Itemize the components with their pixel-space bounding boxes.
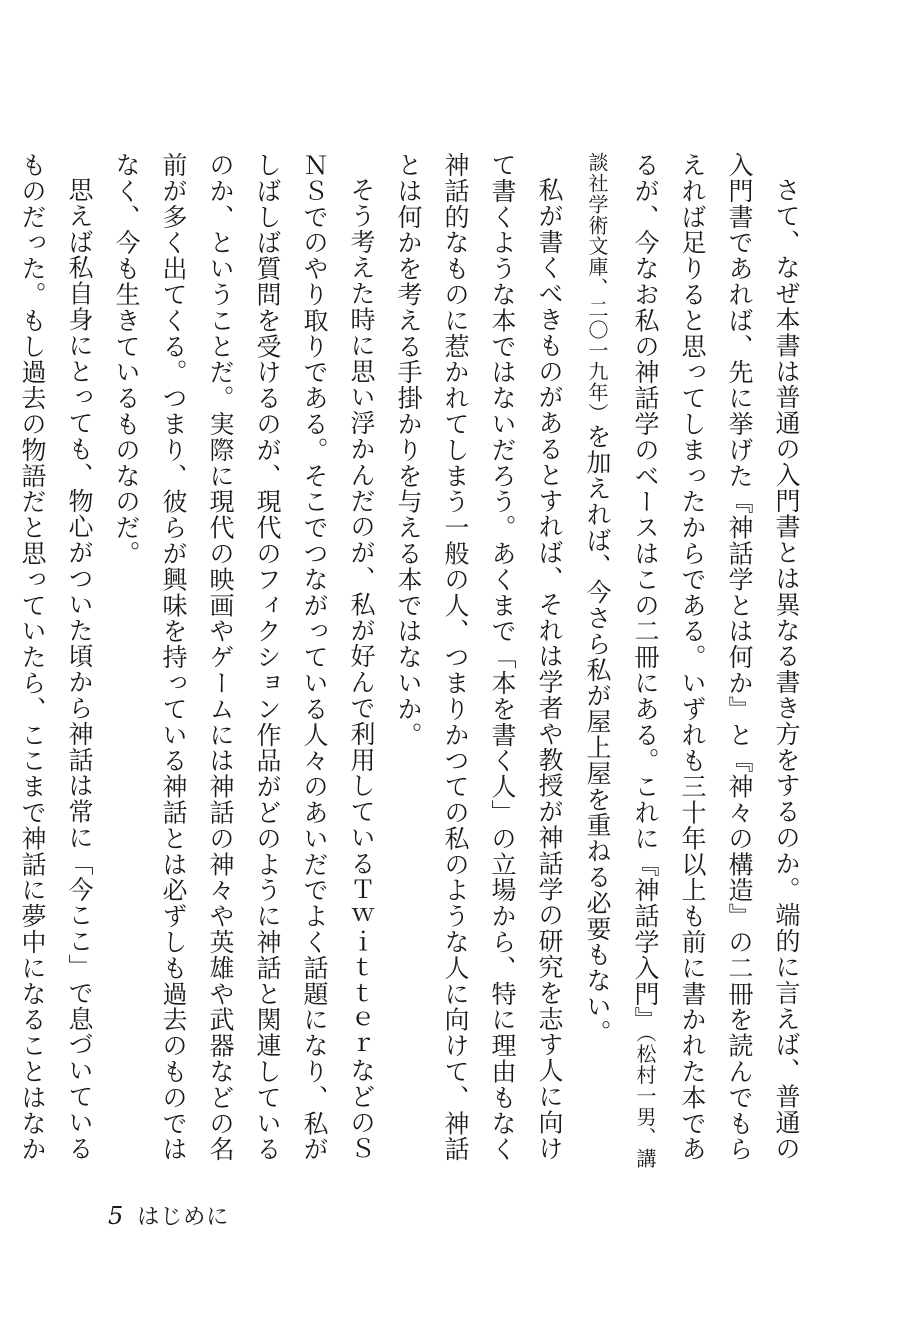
page-number: 5	[108, 1202, 124, 1230]
paragraph-4: 思えば私自身にとっても、物心がついた頃から神話は常に「今ここ」で息づいているものだった。もし過去の物語だと思っていたら、ここまで神話に夢中になることはなか	[18, 152, 94, 1163]
running-head: はじめに	[137, 1205, 230, 1230]
bibliographic-note: （松村一男、講談社学術文庫、二〇一九年）	[585, 152, 657, 1169]
paragraph-1	[573, 152, 810, 1180]
page-footer	[108, 1200, 229, 1236]
paragraph-3: そう考えた時に思い浮かんだのが、私が好んで利用しているＴｗｉｔｔｅｒなどのＳＮＳでのやり取りである。そこでつながっている人々のあいだでよく話題になり、私がしばしば質問を受けるのが、現代のフィクション作品がどのように神話と関連しているのか、ということだ。実際に現代の映画やゲームには神話の神々や英雄や武器などの名前が多く出てくる。つまり、彼らが興味を持っている神話とは必ずしも過去のものではなく、今も生きているものなのだ。	[112, 152, 376, 1163]
paragraph-2: 私が書くべきものがあるとすれば、それは学者や教授が神話学の研究を志す人に向けて書くような本ではないだろう。あくまで「本を書く人」の立場から、特に理由もなく神話的なものに惹かれてしまう一般の人、つまりかつての私のような人に向けて、神話とは何かを考える手掛かりを与える本ではないか。	[394, 152, 564, 1163]
vertical-body-text	[18, 152, 810, 1180]
paragraph-1-text: さて、なぜ本書は普通の入門書とは異なる書き方をするのか。端的に言えば、普通の入門書であれば、先に挙げた『神話学とは何か』と『神々の構造』の二冊を読んでもらえれば足りると思ってしまったからである。いずれも三十年以上も前に書かれた本であるが、今なお私の神話学のベースはこの二冊にある。これに『神話学入門』	[631, 152, 801, 1163]
paragraph-1-text-end: を加えれば、今さら私が屋上屋を重ねる必要もない。	[583, 423, 612, 1046]
